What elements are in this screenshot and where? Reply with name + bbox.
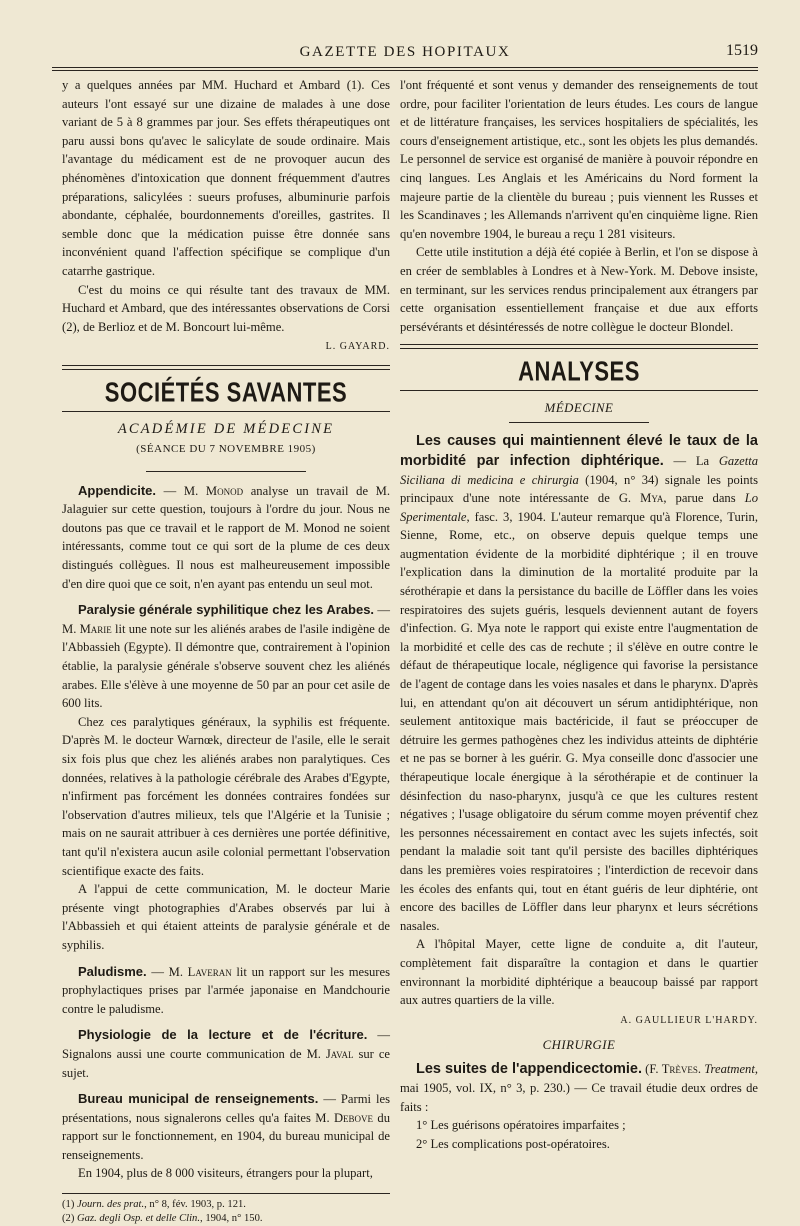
right-column bbox=[400, 76, 758, 1153]
speaker-name: Monod bbox=[205, 483, 244, 498]
footnote-1: (1) Journ. des prat., n° 8, fév. 1903, p. 121. bbox=[62, 1199, 246, 1211]
entry-bureau: Bureau municipal de renseignements. — Parmi les présentations, nous signalerons celles qu'a faites M. Debove du rapport sur le fonctionnement, en 1904, du bureau municipal de renseignements. bbox=[62, 1091, 390, 1162]
section-title-rule bbox=[62, 411, 390, 412]
continued-paragraph-2: Cette utile institution a déjà été copiée à Berlin, et l'on se dispose à en créer de semblables à Londres et à New-York. M. Debove insiste, en terminant, sur les services rendus principalement aux étrangers par cette organisation essentiellement française et due aux efforts persévérants et désintéressés de notre collègue le docteur Blondel. bbox=[400, 245, 758, 334]
author-name: Mya bbox=[640, 491, 664, 506]
journal-name: Gazetta Siciliana di medicina e chirurgia bbox=[400, 453, 759, 487]
entry-paludisme: Paludisme. — M. Laveran lit un rapport sur les mesures prophylactiques prises par l'armée japonaise en Mandchourie contre le paludisme. bbox=[62, 963, 390, 1016]
subsection-chirurgie: CHIRURGIE bbox=[542, 1038, 616, 1053]
paralysie-paragraph-2: Chez ces paralytiques généraux, la syphilis est fréquente. D'après M. le docteur Warnœk, directeur de l'asile, elle le serait six fois plus que chez les aliénés arabes non paralytiques. Ces données, relatives à la pathologie cérébrale des Arabes d'Egypte, n'infirment pas forcément les données contraires fondées sur l'observation d'autres milieux, tels que l'Algérie et la Tunisie ; mais on ne saurait attribuer à ces dernières une portée définitive, tant qu'il n'existera aucun asile colonial permettant l'observation scientifique exacte des faits. bbox=[62, 714, 390, 878]
speaker-name: Javal bbox=[325, 1046, 354, 1061]
reviewer-signature: A. GAULLIEUR L'HARDY. bbox=[620, 1014, 758, 1026]
journal-name: Treatment bbox=[704, 1061, 755, 1076]
intro-paragraph: y a quelques années par MM. Huchard et Ambard (1). Ces auteurs l'ont essayé sur une dizaine de malades à une dose variant de 5 à 8 grammes par jour. Ses effets thérapeutiques ont paru aussi bons qu'avec le salicylate de soude ordinaire. Mais l'avantage du médicament est de ne provoquer aucun des phénomènes d'intoxication que donnent fréquemment d'autres préparations, salicylées : sueurs profuses, albuminurie parfois abondante, céphalée, bourdonnements d'oreilles, gastrites. Il semble donc que la médication puisse être donnée sans inconvénient quand l'affection spécifique se complique d'un catarrhe gastrique. bbox=[62, 78, 390, 278]
paralysie-paragraph-3: A l'appui de cette communication, M. le docteur Marie présente vingt photographies d'Arabes observés par lui à l'Abbassieh et qui étaient atteints de paralysie générale et de syphilis. bbox=[62, 882, 390, 952]
article-appendicectomie: Les suites de l'appendicectomie. (F. Trèves. Treatment, mai 1905, vol. IX, n° 3, p. 230.) — Ce travail étudie deux ordres de faits : bbox=[400, 1060, 759, 1114]
entry-heading: Bureau municipal de renseignements. bbox=[78, 1091, 319, 1107]
entry-heading: Physiologie de la lecture et de l'écriture. bbox=[78, 1027, 368, 1043]
header-rule-2 bbox=[52, 70, 758, 71]
intro-paragraph-2: C'est du moins ce qui résulte tant des travaux de MM. Huchard et Ambard, que des intéressantes observations de Corsi (2), de Berlioz et de M. Boncourt lui-même. bbox=[62, 282, 390, 334]
author-signature: L. GAYARD. bbox=[325, 341, 390, 353]
subsection-medecine: MÉDECINE bbox=[544, 400, 614, 415]
academy-heading: ACADÉMIE DE MÉDECINE bbox=[117, 420, 335, 437]
session-rule bbox=[146, 471, 306, 472]
speaker-name: Marie bbox=[79, 621, 112, 636]
article-title: Les suites de l'appendicectomie. bbox=[416, 1060, 642, 1077]
article-diphterie: Les causes qui maintiennent élevé le taux de la morbidité par infection diphtérique. — La Gazetta Siciliana di medicina e chirurgia (1904, n° 34) signale les points principaux d'une note intéressante de G. Mya, parue dans Lo Sperimentale, fasc. 3, 1904. L'auteur remarque qu'à Florence, Turin, Sienne, Rome, etc., on observe depuis quelque temps une augmentation évidente de la morbidité diphtérique ; il en trouve l'explication dans la diminution de la mortalité produite par la sérothérapie et dans la persistance du bacille de Löffler dans les voies respiratoires des sujets guéris, lesquels deviennent autant de foyers d'infection. G. Mya note le rapport qui existe entre l'augmentation de la morbidité et celle des cas de rechute ; il s'élève en outre contre le défaut de thérapeutique locale, négligence qui favorise la persistance de l'agent de contage dans les voies nasales et dans le pharynx. D'après lui, en attendant qu'on ait découvert un sérum antidiphtérique, non seulement antitoxique mais bactéricide, il faut se préoccuper de détruire les germes pathogènes chez les individus atteints de diphtérie et ne pas se borner à les guérir. G. Mya conseille donc d'associer une thérapeutique locale énergique à la sérothérapie et de continuer la désinfection du naso-pharynx, jusqu'à ce que les cultures restent négatives ; l'usage obligatoire du sérum comme moyen préventif chez les personnes nécessairement en contact avec les sujets infectés, soit pendant la maladie soit tant qu'il persiste des bacilles diphtériques dans les premières voies respiratoires ; l'interdiction de recevoir dans les écoles des enfants qui, tout en étant guéris de leur diphtérie, ont encore des bacilles de Löffler dans leur pharynx et leurs sécrétions nasales. bbox=[400, 432, 759, 933]
page-header bbox=[52, 42, 758, 66]
continued-paragraph: l'ont fréquenté et sont venus y demander des renseignements de tout ordre, pour faciliter l'orientation de leurs études. Les cours de langue et de littérature françaises, les services hospitaliers de spécialités, les cours d'enseignement artistique, etc., sont les objets les plus demandés. Le personnel de service est organisé de manière à pouvoir répondre en cinq langues. Les Anglais et les Américains du Nord forment la majeure partie de la clientèle du bureau ; puis viennent les Russes et les Scandinaves ; les Allemands n'arrivent qu'en cinquième ligne. Rien qu'en novembre 1904, le bureau a reçu 1 281 visiteurs. bbox=[400, 78, 758, 241]
entry-heading: Appendicite. bbox=[78, 482, 157, 498]
list-item: 2° Les complications post-opératoires. bbox=[416, 1136, 610, 1151]
page-number: 1519 bbox=[726, 42, 758, 59]
section-title-rule bbox=[400, 390, 758, 391]
author-name: Trèves bbox=[661, 1061, 698, 1076]
facts-list bbox=[400, 1116, 758, 1153]
running-title: GAZETTE DES HOPITAUX bbox=[299, 44, 511, 60]
left-column bbox=[62, 76, 390, 1226]
speaker-name: Debove bbox=[333, 1110, 374, 1125]
subsection-rule bbox=[509, 422, 649, 423]
section-rule bbox=[62, 365, 390, 370]
section-title-analyses: ANALYSES bbox=[518, 355, 640, 388]
bureau-paragraph-2: En 1904, plus de 8 000 visiteurs, étrangers pour la plupart, bbox=[78, 1166, 373, 1181]
article-paragraph-2: A l'hôpital Mayer, cette ligne de conduite a, dit l'auteur, complètement fait disparaître la contagion et dans le quartier environnant la morbidité diphtérique a beaucoup baissé par rapport aux autres quartiers de la ville. bbox=[400, 937, 758, 1008]
section-title-societes: SOCIÉTÉS SAVANTES bbox=[104, 376, 348, 408]
entry-appendicite: Appendicite. — M. Monod analyse un travail de M. Jalaguier sur cette question, toujours à l'ordre du jour. Nous ne doutons pas que ce travail et le rapport de M. Monod ne soient intéressants, comme tout ce qui sort de la plume de ces deux distingués collègues. Il nous est malheureusement impossible d'en dire quoi que ce soit, n'en ayant pas entendu un seul mot. bbox=[62, 482, 391, 591]
entry-heading: Paludisme. bbox=[78, 963, 147, 979]
session-date: (SÉANCE DU 7 NOVEMBRE 1905) bbox=[136, 443, 316, 456]
entry-physiologie: Physiologie de la lecture et de l'écriture. — Signalons aussi une courte communication de M. Javal sur ce sujet. bbox=[62, 1027, 390, 1080]
list-item: 1° Les guérisons opératoires imparfaites ; bbox=[416, 1118, 626, 1133]
header-rule bbox=[52, 67, 758, 68]
speaker-name: Laveran bbox=[187, 964, 232, 979]
section-rule bbox=[400, 344, 758, 349]
journal-name-2: Lo Sperimentale bbox=[400, 491, 758, 524]
entry-heading: Paralysie générale syphilitique chez les Arabes. bbox=[78, 602, 375, 618]
footnote-rule bbox=[62, 1193, 390, 1194]
article-title: Les causes qui maintiennent élevé le taux de la morbidité par infection diphtérique. bbox=[400, 432, 758, 469]
footnote-2: (2) Gaz. degli Osp. et delle Clin., 1904, n° 150. bbox=[62, 1213, 263, 1225]
entry-paralysie: Paralysie générale syphilitique chez les Arabes. — M. Marie lit une note sur les aliénés arabes de l'asile indigène de l'Abbassieh (Egypte). Il démontre que, contrairement à l'opinion établie, la paralysie générale s'observe souvent chez les aliénés arabes. Elle s'élève à une moyenne de 50 par an pour cet asile de 600 lits. bbox=[62, 602, 391, 711]
